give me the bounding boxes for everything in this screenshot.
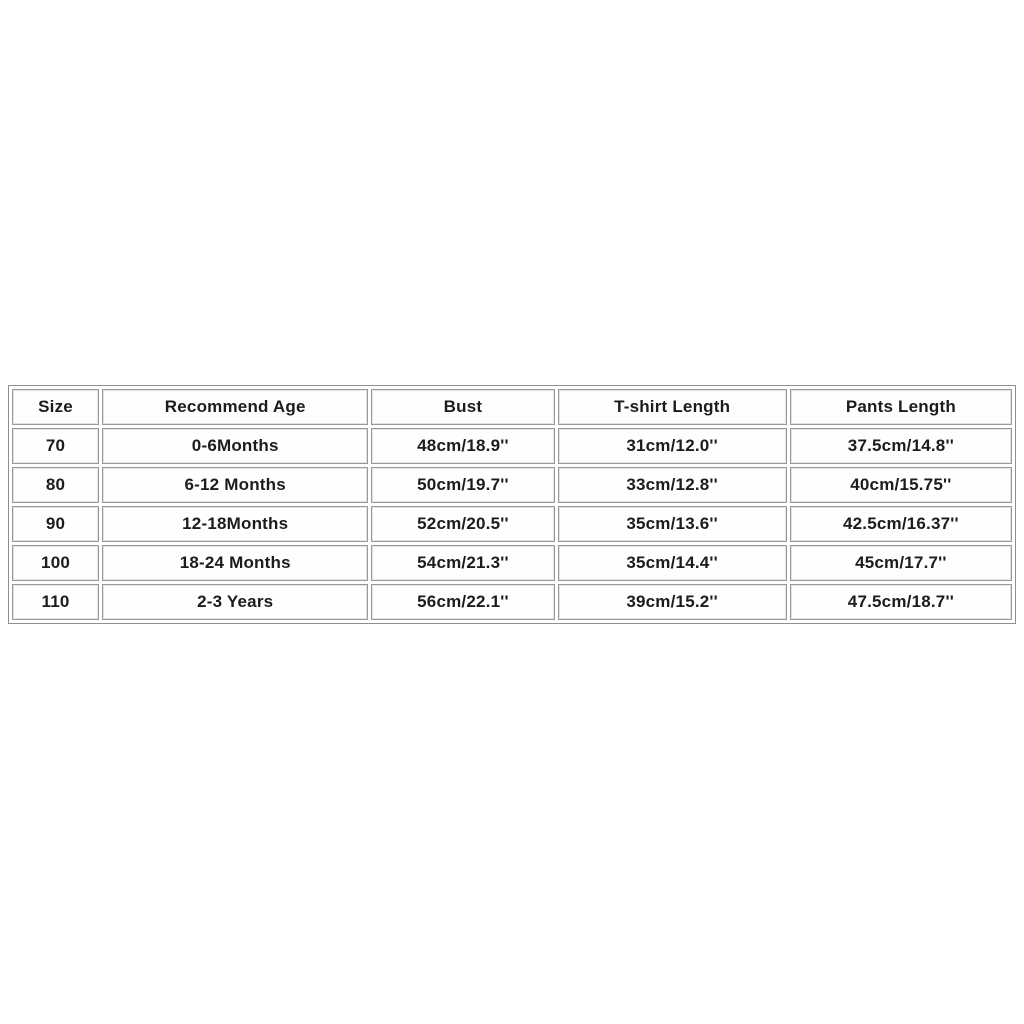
table-cell: 56cm/22.1'' [371,584,554,620]
size-table-body [12,428,1012,620]
table-cell: 40cm/15.75'' [790,467,1012,503]
size-chart-table [8,385,1016,624]
table-cell: 2-3 Years [102,584,368,620]
table-cell: 50cm/19.7'' [371,467,554,503]
table-header-row [12,389,1012,425]
table-cell: 39cm/15.2'' [558,584,787,620]
table-cell: 70 [12,428,99,464]
table-cell: 45cm/17.7'' [790,545,1012,581]
table-cell: 54cm/21.3'' [371,545,554,581]
table-cell: 100 [12,545,99,581]
table-cell: 42.5cm/16.37'' [790,506,1012,542]
table-row [12,428,1012,464]
table-cell: 90 [12,506,99,542]
table-cell: 31cm/12.0'' [558,428,787,464]
table-row [12,467,1012,503]
table-cell: 12-18Months [102,506,368,542]
table-cell: 35cm/14.4'' [558,545,787,581]
table-cell: 33cm/12.8'' [558,467,787,503]
header-bust: Bust [371,389,554,425]
header-pants-length: Pants Length [790,389,1012,425]
header-tshirt-length: T-shirt Length [558,389,787,425]
table-cell: 35cm/13.6'' [558,506,787,542]
table-cell: 110 [12,584,99,620]
size-chart-container [8,385,1016,624]
table-cell: 18-24 Months [102,545,368,581]
table-cell: 48cm/18.9'' [371,428,554,464]
table-cell: 47.5cm/18.7'' [790,584,1012,620]
header-recommend-age: Recommend Age [102,389,368,425]
header-size: Size [12,389,99,425]
table-row [12,584,1012,620]
table-cell: 80 [12,467,99,503]
table-row [12,506,1012,542]
table-cell: 37.5cm/14.8'' [790,428,1012,464]
table-cell: 6-12 Months [102,467,368,503]
table-cell: 52cm/20.5'' [371,506,554,542]
table-cell: 0-6Months [102,428,368,464]
table-row [12,545,1012,581]
